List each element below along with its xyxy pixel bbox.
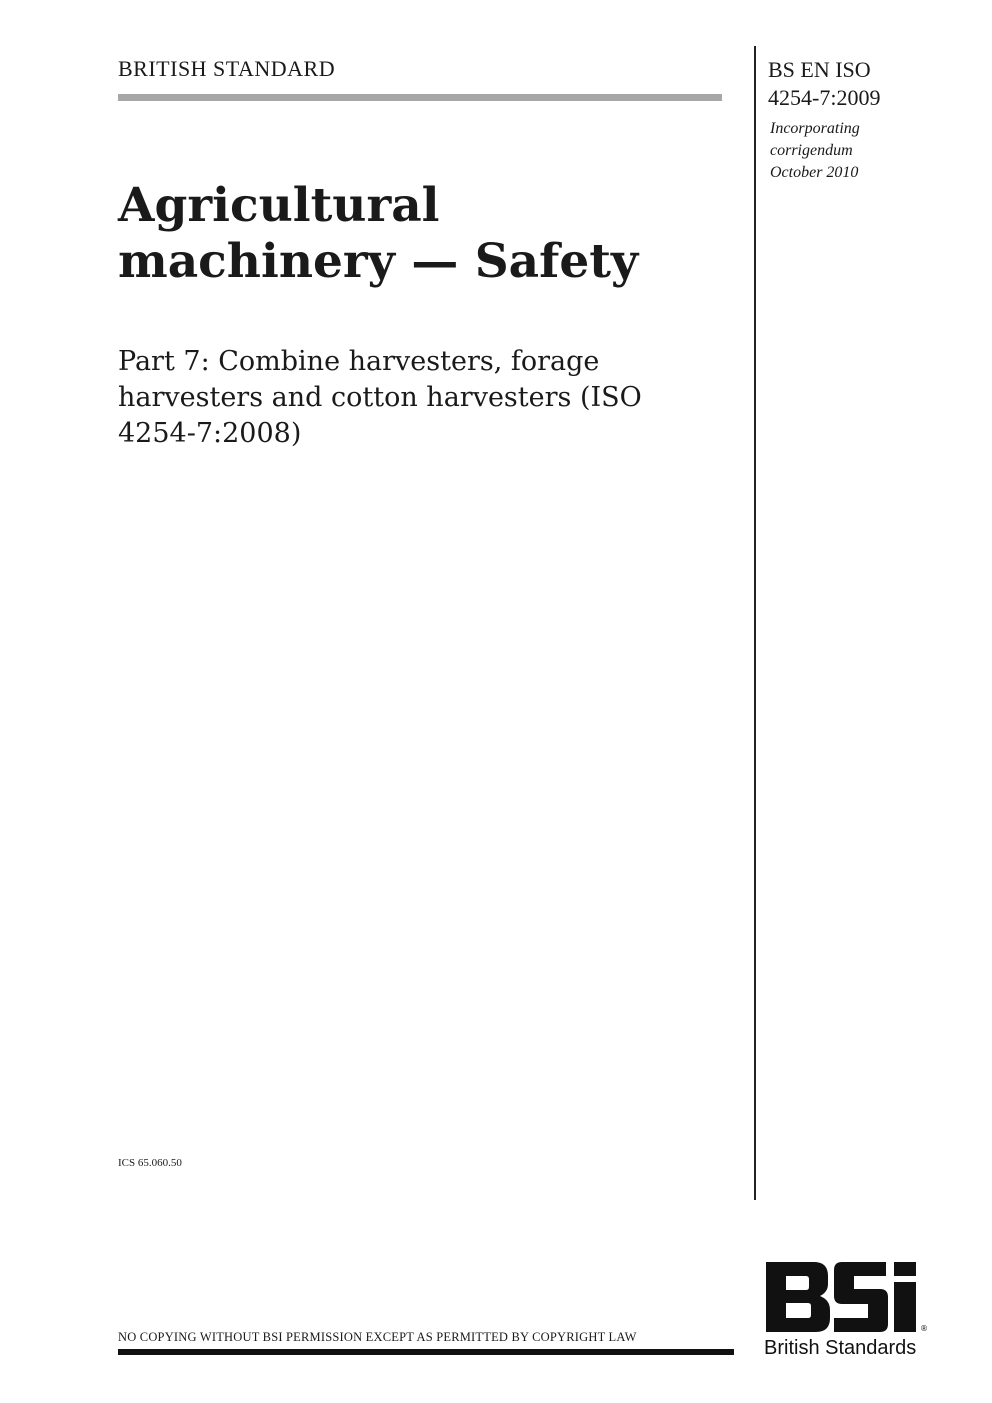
header-rule xyxy=(118,94,722,101)
standard-number-line2: 4254-7:2009 xyxy=(768,85,881,110)
document-title xyxy=(118,178,738,290)
footer-rule xyxy=(118,1349,734,1355)
copyright-notice: NO COPYING WITHOUT BSI PERMISSION EXCEPT AS PERMITTED BY COPYRIGHT LAW xyxy=(118,1330,637,1344)
title-line2: machinery — Safety xyxy=(118,234,639,289)
subtitle-line3: 4254-7:2008) xyxy=(118,418,302,449)
document-subtitle xyxy=(118,344,738,452)
column-divider xyxy=(754,46,756,1200)
corrigendum-line1: Incorporating xyxy=(770,120,860,137)
ics-code: ICS 65.060.50 xyxy=(118,1157,182,1169)
document-type-label: BRITISH STANDARD xyxy=(118,56,336,81)
subtitle-line2: harvesters and cotton harvesters (ISO xyxy=(118,382,642,413)
corrigendum-line2: corrigendum xyxy=(770,142,853,159)
standard-number xyxy=(768,56,968,112)
subtitle-line1: Part 7: Combine harvesters, forage xyxy=(118,346,600,377)
standard-number-line1: BS EN ISO xyxy=(768,57,871,82)
registered-mark: ® xyxy=(920,1324,928,1333)
corrigendum-note xyxy=(770,118,970,184)
title-line1: Agricultural xyxy=(118,178,440,233)
corrigendum-line3: October 2010 xyxy=(770,164,859,181)
logo-caption: British Standards xyxy=(764,1337,917,1359)
bsi-logo-mark xyxy=(762,1258,932,1336)
